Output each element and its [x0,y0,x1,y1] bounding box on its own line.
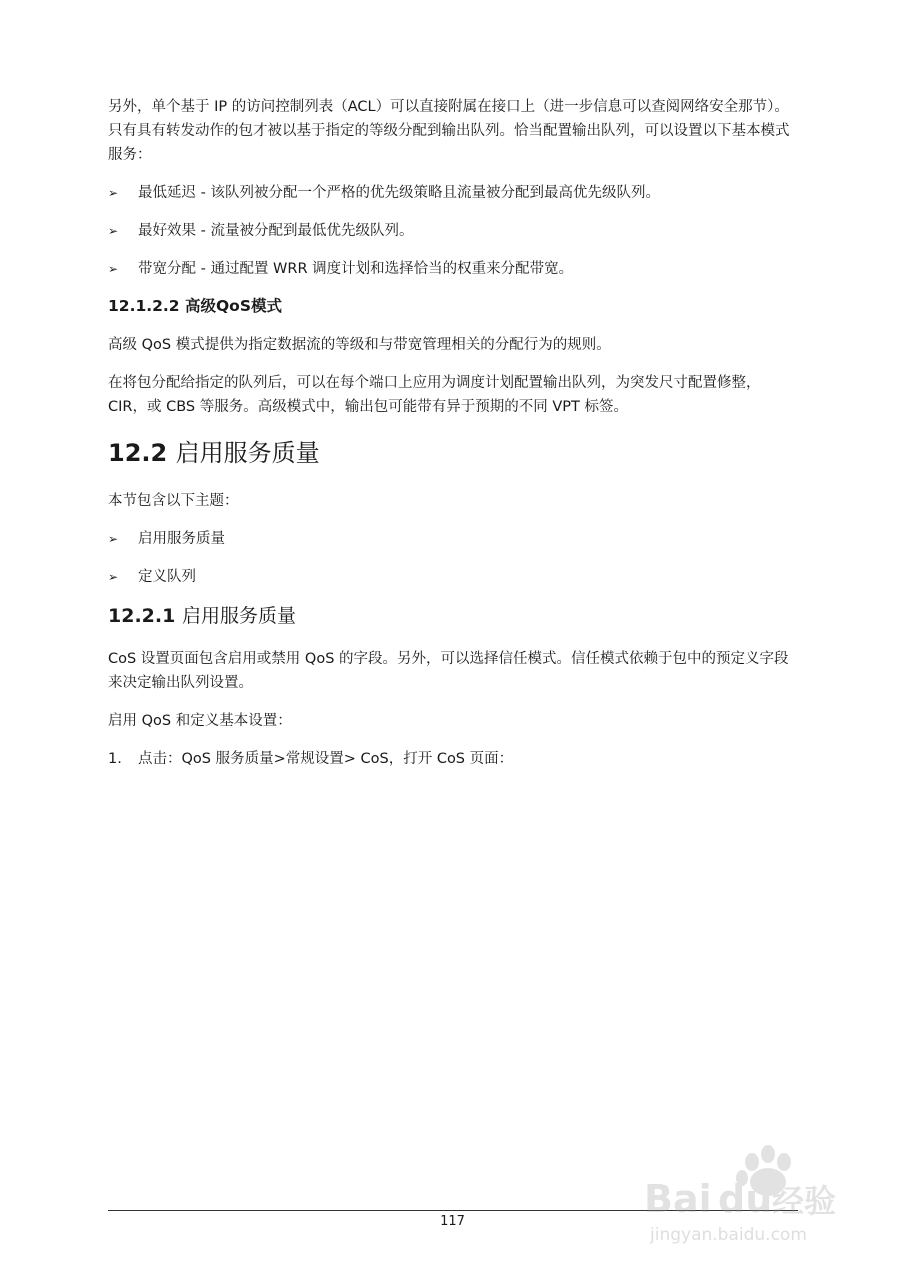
list-item: ➢ 最好效果 - 流量被分配到最低优先级队列。 [108,219,798,243]
section-number: 12.2.1 [108,605,176,627]
baidu-watermark-logo-icon [640,1140,860,1250]
section-12-2-heading [108,437,798,469]
list-item: ➢ 带宽分配 - 通过配置 WRR 调度计划和选择恰当的权重来分配带宽。 [108,257,798,281]
section-title: 启用服务质量 [175,439,320,467]
page-number: 117 [440,1214,465,1229]
section-number: 12.2 [108,439,168,467]
document-page [108,95,798,771]
enable-qos-paragraph: 启用 QoS 和定义基本设置： [108,713,292,729]
list-item: ➢ 启用服务质量 [108,527,798,551]
intro-paragraph: 另外，单个基于 IP 的访问控制列表（ACL）可以直接附属在接口上（进一步信息可以查阅网络安全那节）。只有具有转发动作的包才被以基于指定的等级分配到输出队列。恰当配置输出队列，可以设置以下基本模式服务： [108,99,790,163]
topics-list [108,527,798,589]
svg-text:Bai: Bai [644,1177,712,1221]
section-title: 高级QoS模式 [185,297,282,315]
bullet-arrow-icon: ➢ [108,532,119,546]
advanced-qos-heading [108,295,798,317]
svg-text:经验: 经验 [772,1182,837,1220]
bullet-arrow-icon: ➢ [108,224,119,238]
bullet-arrow-icon: ➢ [108,186,119,200]
section-12-2-intro: 本节包含以下主题： [108,493,239,509]
section-title: 启用服务质量 [181,605,296,627]
advanced-paragraph-2: 在将包分配给指定的队列后，可以在每个端口上应用为调度计划配置输出队列，为突发尺寸配置修整，CIR，或 CBS 等服务。高级模式中，输出包可能带有异于预期的不同 VPT 标签。 [108,375,761,415]
step-number: 1. [108,751,122,767]
advanced-paragraph-1: 高级 QoS 模式提供为指定数据流的等级和与带宽管理相关的分配行为的规则。 [108,337,611,353]
cos-paragraph: CoS 设置页面包含启用或禁用 QoS 的字段。另外，可以选择信任模式。信任模式依赖于包中的预定义字段来决定输出队列设置。 [108,651,789,691]
svg-text:du: du [718,1177,773,1221]
svg-text:jingyan.baidu.com: jingyan.baidu.com [650,1225,807,1245]
list-item: ➢ 最低延迟 - 该队列被分配一个严格的优先级策略且流量被分配到最高优先级队列。 [108,181,798,205]
bullet-arrow-icon: ➢ [108,262,119,276]
bullet-arrow-icon: ➢ [108,570,119,584]
step-item [108,747,798,771]
list-item: ➢ 定义队列 [108,565,798,589]
section-12-2-1-heading [108,603,798,629]
step-text: 点击：QoS 服务质量>常规设置> CoS，打开 CoS 页面： [138,751,514,767]
basic-modes-list [108,181,798,281]
section-number: 12.1.2.2 [108,297,180,315]
